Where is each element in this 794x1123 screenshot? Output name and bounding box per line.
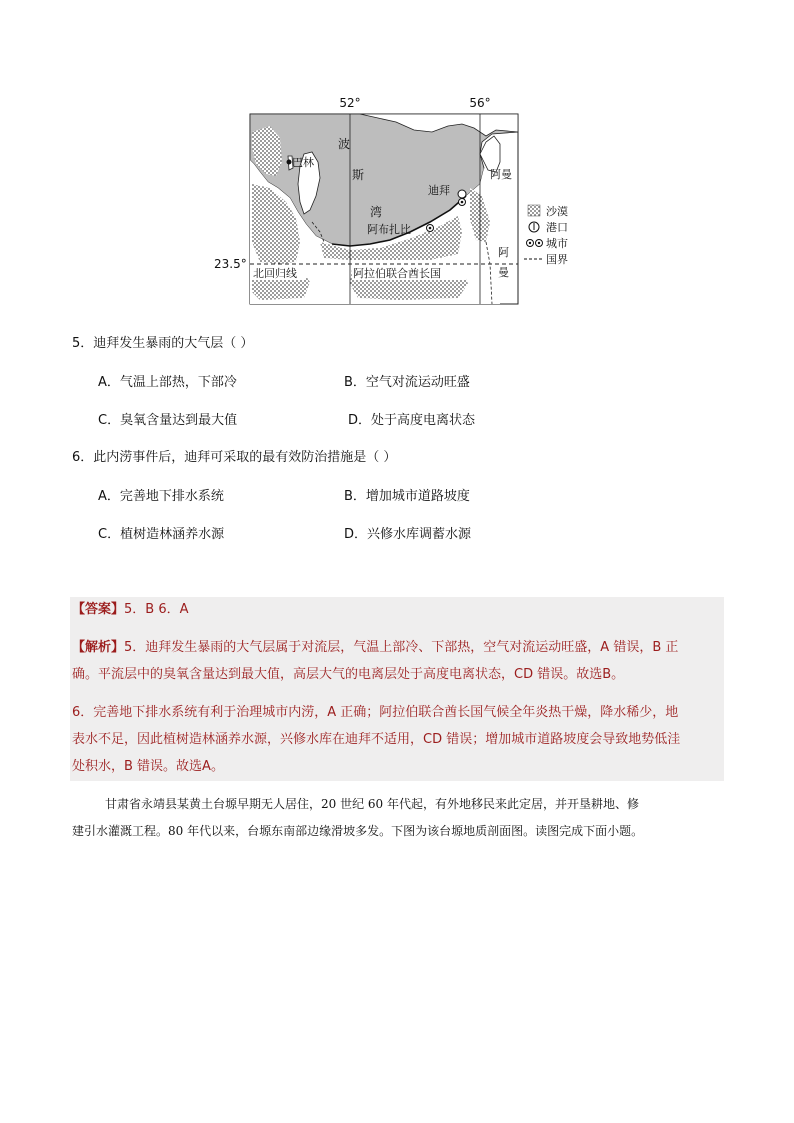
legend-port: 港口 bbox=[546, 221, 568, 234]
map-svg bbox=[200, 92, 590, 312]
passage-line-2: 建引水灌溉工程。80 年代以来，台塬东南部边缘滑坡多发。下图为该台塬地质剖面图。读图完成下面小题。 bbox=[72, 824, 644, 838]
legend-desert: 沙漠 bbox=[546, 205, 568, 218]
analysis-line-4: 表水不足，因此植树造林涵养水源，兴修水库在迪拜不适用，CD 错误；增加城市道路坡度会导致地势低洼 bbox=[72, 732, 681, 747]
answer-text: 5．B 6．A bbox=[124, 602, 189, 617]
question-5-stem: 5．迪拜发生暴雨的大气层（ ） bbox=[72, 336, 254, 351]
analysis-line-5: 处积水，B 错误。故选A。 bbox=[72, 759, 224, 774]
answer-analysis-box bbox=[70, 597, 724, 781]
lat-label-23-5: 23.5° bbox=[214, 257, 247, 271]
q6-option-d: D．兴修水库调蓄水源 bbox=[344, 527, 472, 542]
label-persian-2: 斯 bbox=[352, 168, 365, 182]
persian-gulf-map bbox=[200, 92, 590, 312]
q5-option-c: C．臭氧含量达到最大值 bbox=[98, 413, 238, 428]
label-abudhabi: 阿布扎比 bbox=[367, 223, 411, 236]
answer-tag: 【答案】 bbox=[72, 602, 125, 617]
analysis-text-1: 5．迪拜发生暴雨的大气层属于对流层，气温上部冷、下部热，空气对流运动旺盛，A 错误，B 正 bbox=[124, 640, 679, 655]
label-oman-top: 阿曼 bbox=[490, 168, 512, 181]
label-persian-3: 湾 bbox=[370, 205, 383, 219]
q5-option-b: B．空气对流运动旺盛 bbox=[344, 375, 470, 390]
legend-city-dot bbox=[538, 242, 540, 244]
abudhabi-city-dot bbox=[429, 227, 432, 230]
q5-option-d: D．处于高度电离状态 bbox=[348, 413, 476, 428]
legend-desert-swatch bbox=[528, 205, 540, 216]
passage-line-1: 甘肃省永靖县某黄土台塬早期无人居住，20 世纪 60 年代起，有外地移民来此定居，并开垦耕地、修 bbox=[105, 797, 639, 811]
question-6-stem: 6．此内涝事件后，迪拜可采取的最有效防治措施是（ ） bbox=[72, 450, 397, 465]
analysis-line-1 bbox=[72, 636, 678, 655]
label-bahrain: 巴林 bbox=[292, 156, 314, 169]
dubai-port-marker bbox=[458, 190, 466, 198]
label-uae: 阿拉伯联合酋长国 bbox=[353, 267, 441, 280]
lon-label-56: 56° bbox=[469, 96, 491, 110]
bahrain-city-marker bbox=[287, 160, 292, 165]
dubai-city-dot bbox=[461, 201, 464, 204]
q6-option-a: A．完善地下排水系统 bbox=[98, 489, 224, 504]
label-oman-bottom-2: 曼 bbox=[498, 266, 509, 279]
q6-option-b: B．增加城市道路坡度 bbox=[344, 489, 470, 504]
legend-border: 国界 bbox=[546, 253, 568, 266]
label-oman-bottom-1: 阿 bbox=[498, 246, 509, 259]
analysis-line-3: 6．完善地下排水系统有利于治理城市内涝，A 正确；阿拉伯联合酋长国气候全年炎热干燥，降水稀少，地 bbox=[72, 705, 679, 720]
label-tropic: 北回归线 bbox=[253, 267, 297, 280]
legend-city-dot bbox=[529, 242, 531, 244]
analysis-line-2: 确。平流层中的臭氧含量达到最大值，高层大气的电离层处于高度电离状态，CD 错误。故选B。 bbox=[72, 667, 625, 682]
lon-label-52: 52° bbox=[339, 96, 361, 110]
label-persian: 波 bbox=[338, 137, 351, 151]
analysis-tag: 【解析】 bbox=[72, 640, 125, 655]
q5-option-a: A．气温上部热，下部冷 bbox=[98, 375, 237, 390]
answer-line bbox=[72, 598, 189, 617]
label-dubai: 迪拜 bbox=[428, 184, 450, 197]
legend-city: 城市 bbox=[546, 237, 568, 250]
q6-option-c: C．植树造林涵养水源 bbox=[98, 527, 225, 542]
